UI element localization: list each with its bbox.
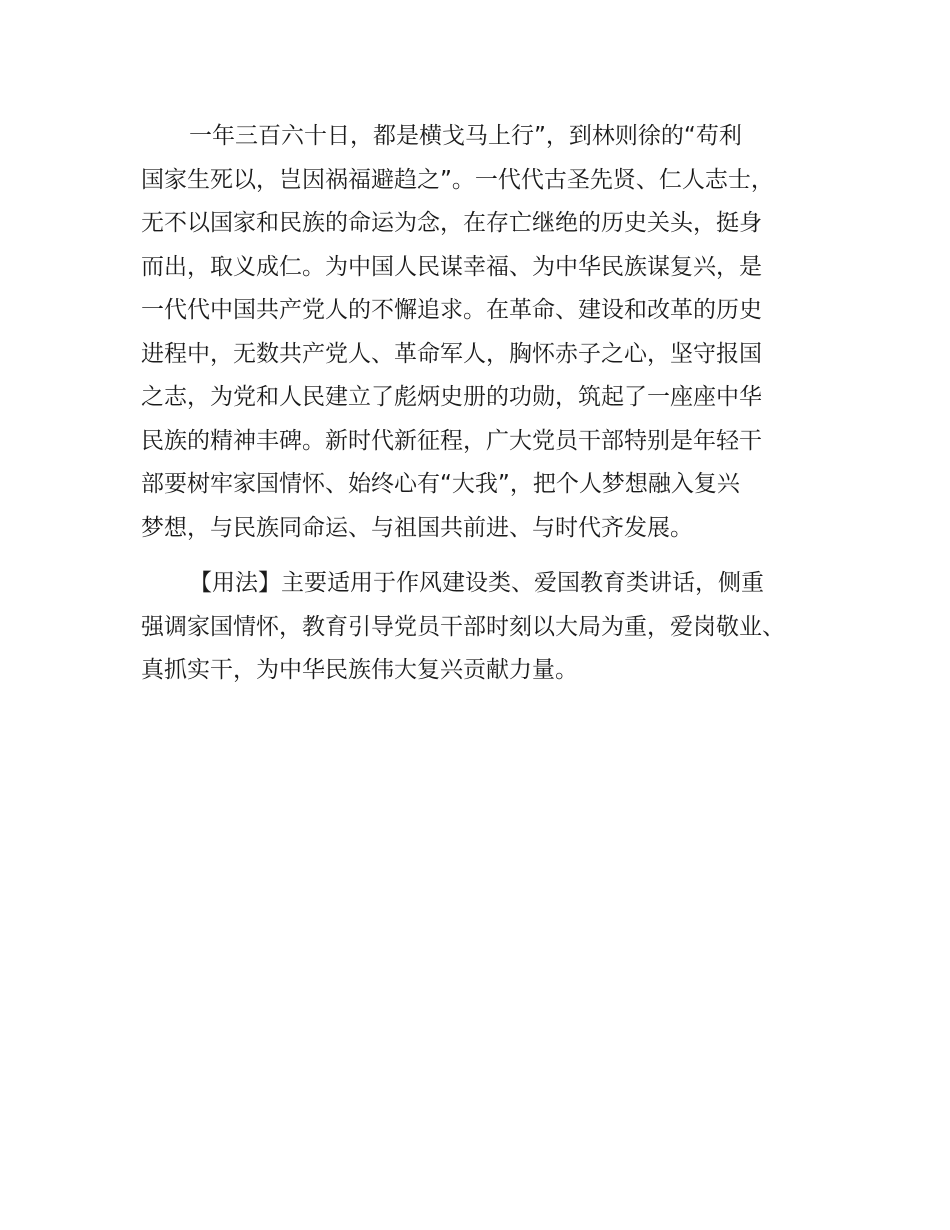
text-line: 真抓实干，为中华民族伟大复兴贡献力量。 <box>141 657 578 683</box>
text-line: 之志，为党和人民建立了彪炳史册的功勋，筑起了一座座中华 <box>141 384 762 410</box>
text-line: 民族的精神丰碑。新时代新征程，广大党员干部特别是年轻干 <box>141 427 762 454</box>
text-line: 梦想，与民族同命运、与祖国共前进、与时代齐发展。 <box>141 514 693 541</box>
body-paragraph <box>141 115 774 550</box>
text-line: 强调家国情怀，教育引导党员干部时刻以大局为重，爱岗敬业、 <box>141 613 785 640</box>
text-line: 国家生死以，岂因祸福避趋之”。一代代古圣先贤、仁人志士， <box>141 166 774 193</box>
text-line: 部要树牢家国情怀、始终心有“大我”，把个人梦想融入复兴 <box>141 471 740 497</box>
text-line: 一代代中国共产党人的不懈追求。在革命、建设和改革的历史 <box>141 297 762 323</box>
text-line: 而出，取义成仁。为中国人民谋幸福、为中华民族谋复兴，是 <box>141 253 762 280</box>
text-line: 无不以国家和民族的命运为念，在存亡继绝的历史关头，挺身 <box>141 210 762 236</box>
usage-paragraph <box>141 562 785 693</box>
text-line: 【用法】主要适用于作风建设类、爱国教育类讲话，侧重 <box>189 570 764 596</box>
text-line: 一年三百六十日，都是横戈马上行”，到林则徐的“苟利 <box>189 123 742 149</box>
text-line: 进程中，无数共产党人、革命军人，胸怀赤子之心，坚守报国 <box>141 340 762 367</box>
